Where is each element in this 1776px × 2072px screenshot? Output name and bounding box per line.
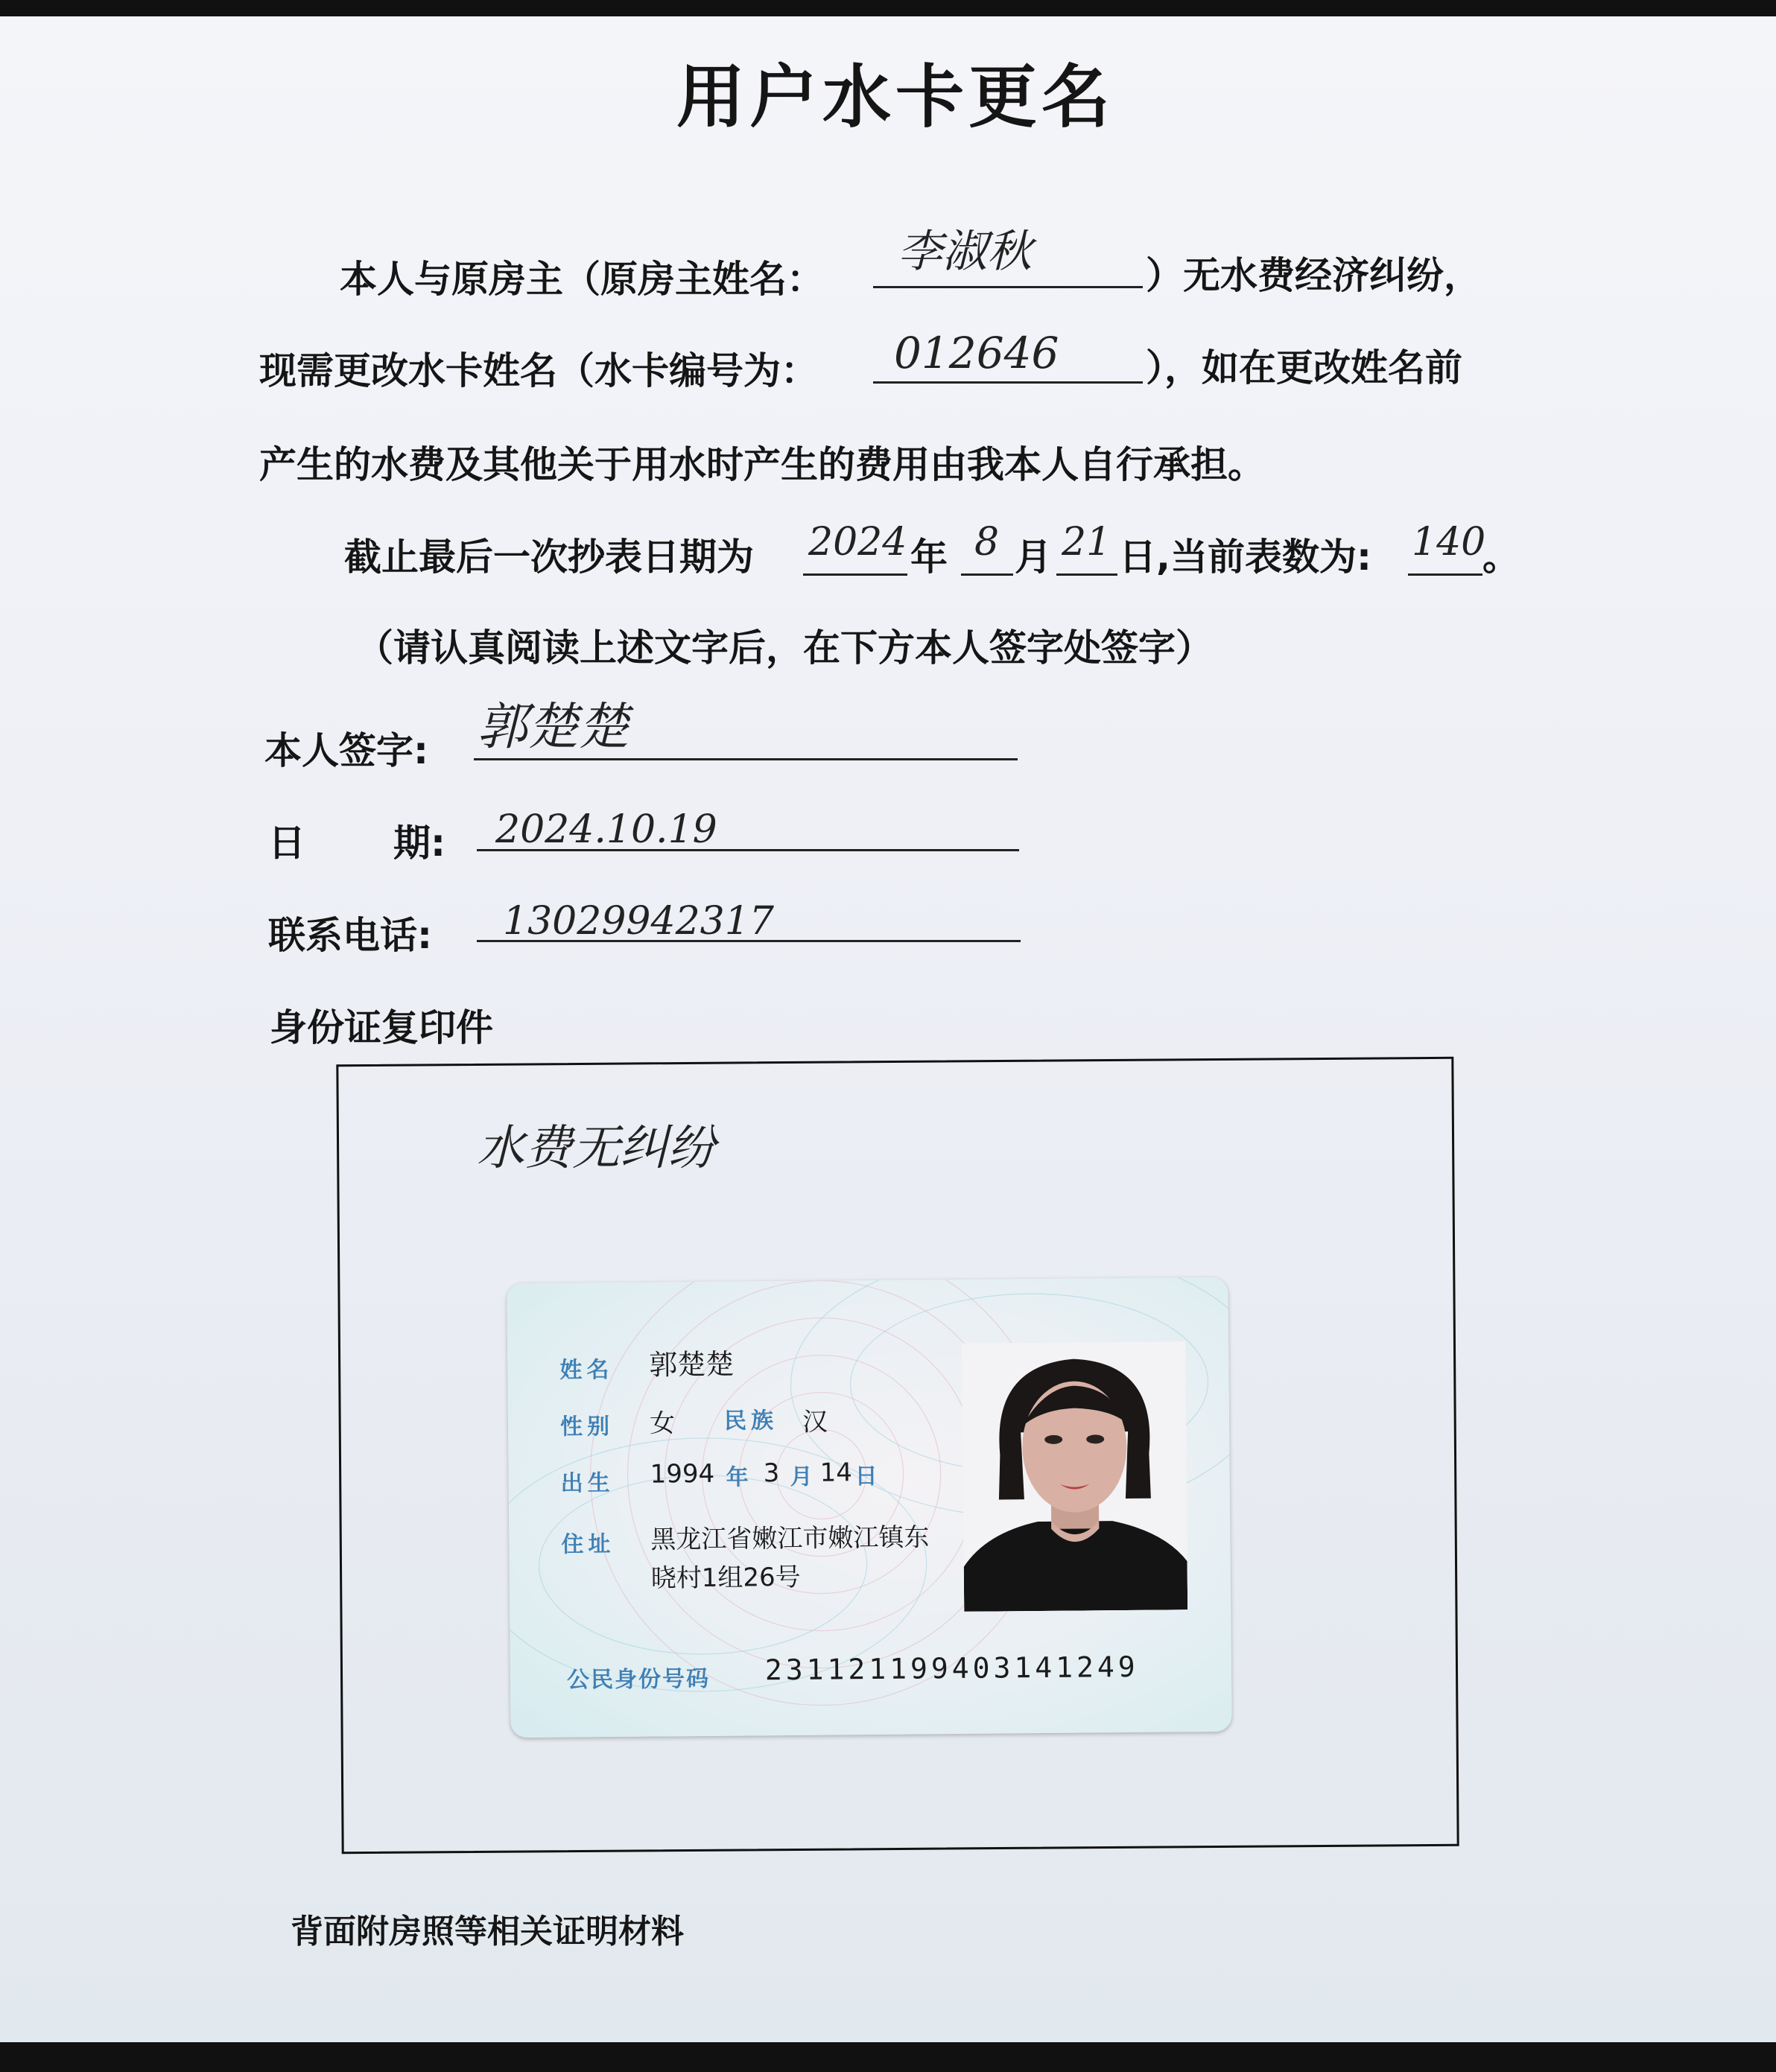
card-birth-day-unit: 日 — [854, 1463, 878, 1490]
card-name-label: 姓名 — [559, 1356, 614, 1384]
card-birth-year: 1994 — [650, 1458, 715, 1490]
para1-suffix: ）无水费经济纠纷， — [1146, 254, 1481, 297]
meter-reading-underline — [1408, 573, 1482, 576]
para4-prefix: 截止最后一次抄表日期为 — [344, 536, 754, 579]
reading-day-underline — [1056, 573, 1117, 576]
id-copy-label: 身份证复印件 — [270, 1006, 493, 1049]
reading-day-handwritten: 21 — [1062, 520, 1111, 565]
date-handwritten: 2024.10.19 — [495, 807, 717, 852]
signature-underline — [474, 758, 1018, 760]
card-id-number-label: 公民身份号码 — [566, 1665, 711, 1694]
card-birth-label: 出生 — [560, 1469, 615, 1497]
para2-prefix: 现需更改水卡姓名（水卡编号为： — [259, 349, 818, 393]
date-label-b: 期: — [393, 822, 445, 865]
id-card — [507, 1277, 1231, 1738]
signature-label: 本人签字: — [264, 729, 428, 772]
handwritten-note: 水费无纠纷 — [477, 1121, 715, 1176]
card-birth-month-unit: 月 — [790, 1464, 813, 1490]
para4-end: 。 — [1482, 536, 1520, 579]
owner-name-underline — [873, 286, 1143, 288]
para1-prefix: 本人与原房主（原房主姓名： — [340, 258, 824, 301]
reading-month-handwritten: 8 — [974, 520, 1000, 565]
footer-note: 背面附房照等相关证明材料 — [291, 1913, 684, 1951]
phone-underline — [477, 940, 1021, 942]
date-underline — [477, 849, 1019, 851]
meter-reading-handwritten: 140 — [1412, 520, 1486, 565]
para3: 产生的水费及其他关于用水时产生的费用由我本人自行承担。 — [259, 443, 1265, 486]
card-address-line1: 黑龙江省嫩江市嫩江镇东 — [650, 1522, 930, 1555]
date-label-a: 日 — [268, 822, 305, 865]
card-birth-day: 14 — [819, 1458, 853, 1488]
reading-month-underline — [961, 573, 1013, 576]
card-gender-label: 性别 — [559, 1413, 615, 1440]
phone-label: 联系电话: — [268, 914, 432, 957]
card-birth-month: 3 — [763, 1458, 780, 1489]
card-birth-year-unit: 年 — [726, 1464, 749, 1491]
document-page — [0, 16, 1776, 2042]
card-address-label: 住址 — [561, 1531, 615, 1558]
card-number-underline — [873, 381, 1143, 384]
card-ethnicity-value: 汉 — [802, 1407, 828, 1437]
reading-year-underline — [803, 573, 907, 576]
card-address-line2: 晓村1组26号 — [650, 1562, 801, 1594]
card-number-handwritten: 012646 — [894, 328, 1059, 378]
phone-handwritten: 13029942317 — [503, 899, 774, 944]
card-name-value: 郭楚楚 — [649, 1347, 735, 1382]
card-id-number-value: 231121199403141249 — [764, 1650, 1139, 1687]
para4-year-unit: 年 — [910, 536, 948, 579]
portrait-illustration — [962, 1341, 1187, 1612]
reading-year-handwritten: 2024 — [808, 520, 907, 565]
card-gender-value: 女 — [649, 1408, 676, 1439]
owner-name-handwritten: 李淑秋 — [898, 226, 1032, 278]
document-title: 用户水卡更名 — [676, 57, 1115, 137]
para4-month-unit: 月 — [1015, 536, 1052, 579]
signing-notice: （请认真阅读上述文字后，在下方本人签字处签字） — [356, 626, 1213, 670]
para2-suffix: ），如在更改姓名前 — [1146, 346, 1462, 390]
para4-day-unit: 日,当前表数为: — [1119, 536, 1371, 579]
card-ethnicity-label: 民族 — [723, 1408, 778, 1434]
signature-handwritten: 郭楚楚 — [477, 698, 629, 757]
card-portrait-photo — [962, 1341, 1187, 1612]
